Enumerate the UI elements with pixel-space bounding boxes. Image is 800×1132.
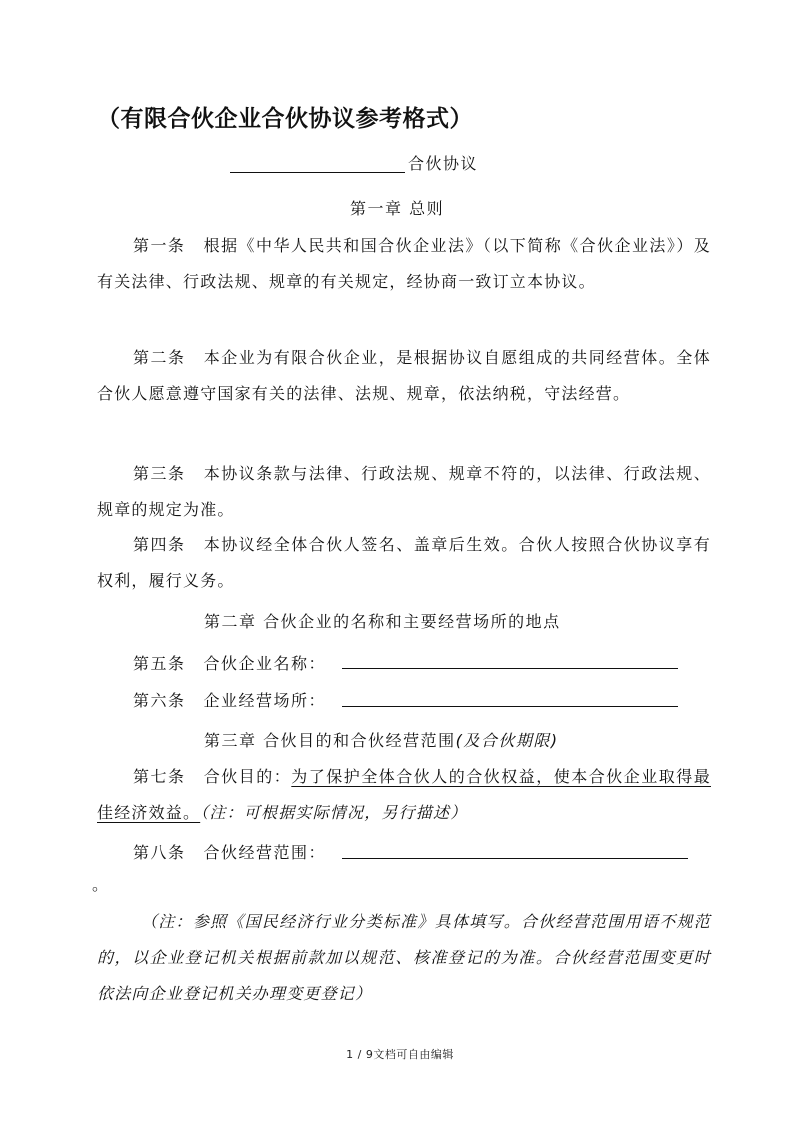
article-8-text: 合伙经营范围： [203,843,327,862]
article-6-label: 第六条 [133,691,186,710]
agreement-subtitle: 合伙协议 [408,154,479,173]
business-location-blank [342,706,678,707]
article-6 [133,688,326,711]
article-8-tail: 。 [92,875,110,894]
article-6-text: 企业经营场所： [203,691,327,710]
article-3 [97,456,711,528]
article-4 [97,527,711,599]
document-title: （有限合伙企业合伙协议参考格式） [97,106,473,132]
agreement-name-blank [230,172,405,173]
article-5-text: 合伙企业名称： [203,654,327,673]
article-7-purpose: 为了保护全体合伙人的合伙权益，使本合伙企业取得最佳经济效益。 [97,767,711,822]
article-5-label: 第五条 [133,654,186,673]
article-7-note: （注：可根据实际情况，另行描述） [200,803,468,822]
chapter-1-heading: 第一章 总则 [350,199,445,218]
business-scope-blank [342,858,688,859]
article-1-label: 第一条 [133,236,186,255]
chapter-2-heading: 第二章 合伙企业的名称和主要经营场所的地点 [204,612,561,631]
article-7-label: 第七条 [133,767,186,786]
article-4-text: 本协议经全体合伙人签名、盖章后生效。合伙人按照合伙协议享有权利，履行义务。 [97,535,711,590]
article-5 [133,651,326,674]
article-3-label: 第三条 [133,464,186,483]
article-4-label: 第四条 [133,535,186,554]
article-1-text: 根据《中华人民共和国合伙企业法》（以下简称《合伙企业法》）及有关法律、行政法规、规章的有关规定，经协商一致订立本协议。 [97,236,711,291]
article-7-text: 合伙目的： [203,767,292,786]
company-name-blank [342,668,678,669]
chapter-3-note: (及合伙期限) [455,731,559,750]
article-2-text: 本企业为有限合伙企业，是根据协议自愿组成的共同经营体。全体合伙人愿意遵守国家有关的法律、法规、规章，依法纳税，守法经营。 [97,348,711,403]
scope-note: （注：参照《国民经济行业分类标准》具体填写。合伙经营范围用语不规范的，以企业登记机关根据前款加以规范、核准登记的为准。合伙经营范围变更时依法向企业登记机关办理变更登记） [97,912,711,1003]
article-3-text: 本协议条款与法律、行政法规、规章不符的，以法律、行政法规、规章的规定为准。 [97,464,711,519]
page-footer: 1 / 9文档可自由编辑 [346,1048,454,1061]
article-7 [97,759,711,831]
article-1 [97,228,711,300]
article-8 [133,840,326,863]
article-8-label: 第八条 [133,843,186,862]
article-2-label: 第二条 [133,348,186,367]
chapter-3-title: 第三章 合伙目的和合伙经营范围 [204,731,456,750]
article-2 [97,340,711,412]
chapter-3-heading [204,728,559,751]
